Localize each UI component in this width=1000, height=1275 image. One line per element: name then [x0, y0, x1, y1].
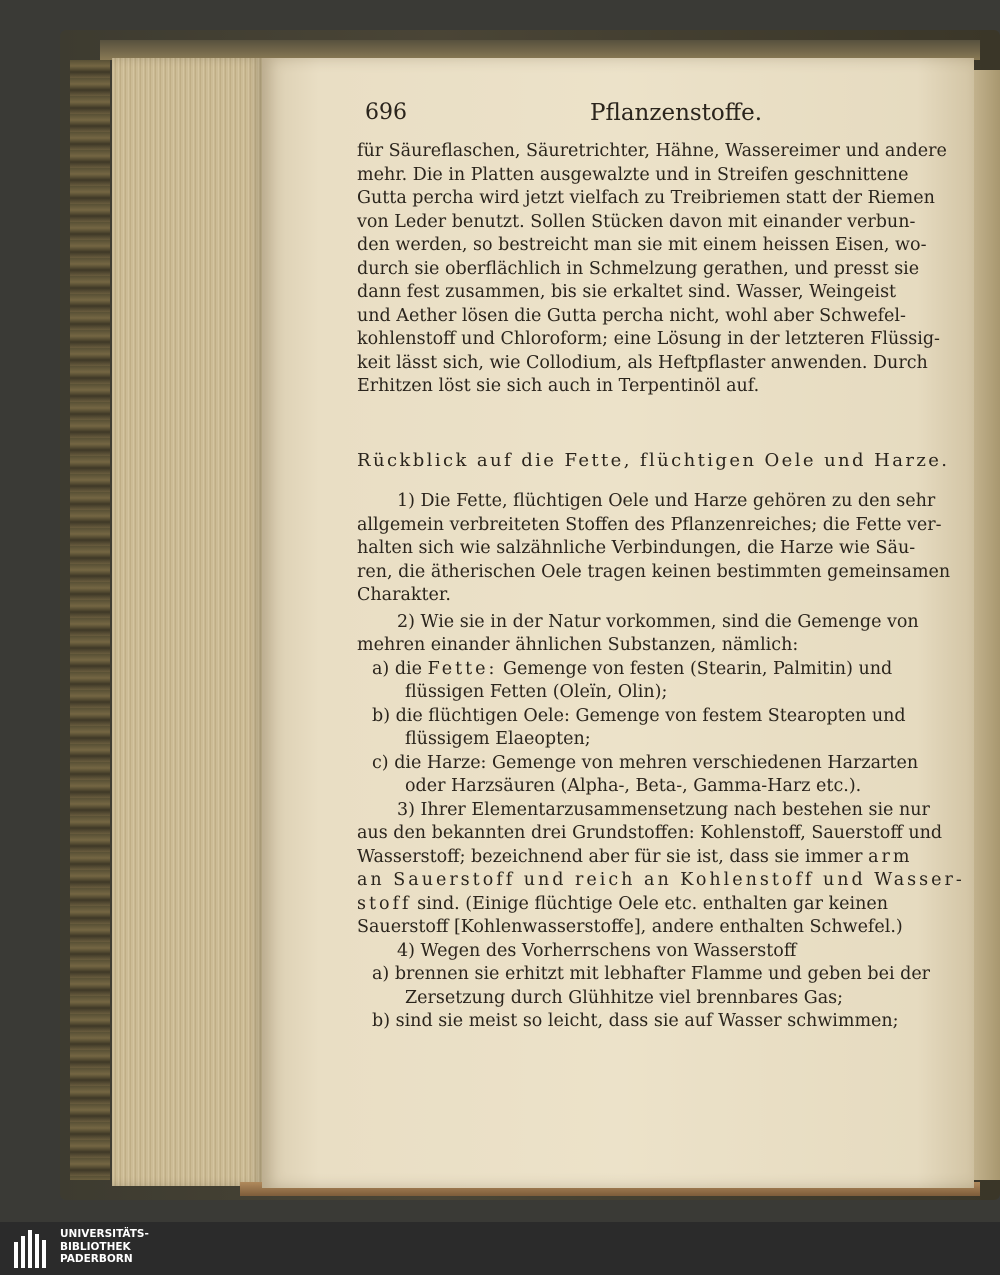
text-line: dann fest zusammen, bis sie erkaltet sind. Wasser, Weingeist [357, 282, 897, 302]
paragraph-3-line: Sauerstoff [Kohlenwasserstoffe], andere enthalten Schwefel.) [357, 917, 903, 937]
page-number: 696 [365, 100, 407, 125]
paragraph-3-line: 3) Ihrer Elementarzusammensetzung nach bestehen sie nur [397, 799, 930, 820]
text-line: und Aether lösen die Gutta percha nicht, wohl aber Schwefel- [357, 305, 906, 326]
paragraph-3-line [357, 846, 965, 870]
paragraph-3-emphasis-line: an Sauerstoff und reich an Kohlenstoff und Wasser- [357, 870, 965, 890]
book-spine [70, 60, 110, 1180]
item-4a-cont: Zersetzung durch Glühhitze viel brennbares Gas; [405, 987, 844, 1008]
paragraph-3-line [357, 893, 965, 917]
paragraph-3-text: sind. (Einige flüchtige Oele etc. enthalten gar keinen [417, 893, 888, 914]
library-logo-icon [14, 1230, 54, 1268]
logo-line: UNIVERSITÄTS- [60, 1228, 149, 1240]
paragraph-1-line: halten sich wie salzähnliche Verbindungen, die Harze wie Säu- [357, 538, 916, 558]
summary-list [357, 490, 965, 1034]
item-b: b) die flüchtigen Oele: Gemenge von festem Stearopten und [372, 705, 906, 726]
item-4b: b) sind sie meist so leicht, dass sie auf Wasser schwimmen; [372, 1011, 899, 1031]
paragraph-3-line: aus den bekannten drei Grundstoffen: Kohlenstoff, Sauerstoff und [357, 823, 943, 843]
paragraph-1-line: Charakter. [357, 585, 451, 605]
text-line: keit lässt sich, wie Collodium, als Heftpflaster anwenden. Durch [357, 352, 928, 373]
item-c-cont: oder Harzsäuren (Alpha-, Beta-, Gamma-Harz etc.). [405, 776, 862, 796]
footer-bar [0, 1222, 1000, 1275]
text-line: mehr. Die in Platten ausgewalzte und in Streifen geschnittene [357, 164, 909, 185]
text-line: durch sie oberflächlich in Schmelzung gerathen, und presst sie [357, 258, 920, 279]
item-c: c) die Harze: Gemenge von mehren verschiedenen Harzarten [372, 752, 919, 773]
paragraph-4-line: 4) Wegen des Vorherrschens von Wasserstoff [397, 940, 797, 961]
library-logo-text [60, 1228, 149, 1266]
paragraph-1-line: ren, die ätherischen Oele tragen keinen bestimmten gemeinsamen [357, 561, 951, 582]
item-b-cont: flüssigem Elaeopten; [405, 729, 591, 749]
text-line: Gutta percha wird jetzt vielfach zu Treibriemen statt der Riemen [357, 188, 935, 208]
facing-page-edge [972, 70, 1000, 1180]
paragraph-3-text: Wasserstoff; bezeichnend aber für sie ist, dass sie immer [357, 846, 863, 867]
page-heading: Pflanzenstoffe. [590, 100, 763, 126]
logo-line: PADERBORN [60, 1253, 133, 1265]
text-line: von Leder benutzt. Sollen Stücken davon mit einander verbun- [357, 211, 916, 232]
item-a-text: Gemenge von festen (Stearin, Palmitin) und [503, 658, 893, 679]
paragraph-1-line: 1) Die Fette, flüchtigen Oele und Harze gehören zu den sehr [397, 491, 936, 511]
item-a-term: Fette: [427, 658, 498, 679]
paragraph-1-line: allgemein verbreiteten Stoffen des Pflanzenreiches; die Fette ver- [357, 514, 942, 535]
body-text [357, 140, 947, 399]
paragraph-2-line: mehren einander ähnlichen Substanzen, nämlich: [357, 635, 799, 655]
running-head [365, 100, 935, 132]
item-a-label: a) die [372, 658, 422, 679]
text-line: Erhitzen löst sie sich auch in Terpentinöl auf. [357, 376, 760, 396]
logo-line: BIBLIOTHEK [60, 1240, 131, 1253]
paragraph-3-emphasis: arm [868, 846, 913, 867]
item-a-cont: flüssigen Fetten (Oleïn, Olin); [405, 682, 668, 702]
book-top-edge [100, 40, 980, 60]
section-heading: Rückblick auf die Fette, flüchtigen Oele und Harze. [357, 450, 950, 471]
paragraph-2-line: 2) Wie sie in der Natur vorkommen, sind die Gemenge von [397, 611, 919, 632]
paragraph-3-emphasis: stoff [357, 893, 412, 914]
text-line: kohlenstoff und Chloroform; eine Lösung in der letzteren Flüssig- [357, 329, 940, 349]
text-line: für Säureflaschen, Säuretrichter, Hähne, Wassereimer und andere [357, 141, 947, 161]
item-4a: a) brennen sie erhitzt mit lebhafter Flamme und geben bei der [372, 964, 931, 984]
item-a [357, 658, 965, 682]
page-stack-edge [112, 58, 262, 1186]
text-line: den werden, so bestreicht man sie mit einem heissen Eisen, wo- [357, 235, 927, 255]
